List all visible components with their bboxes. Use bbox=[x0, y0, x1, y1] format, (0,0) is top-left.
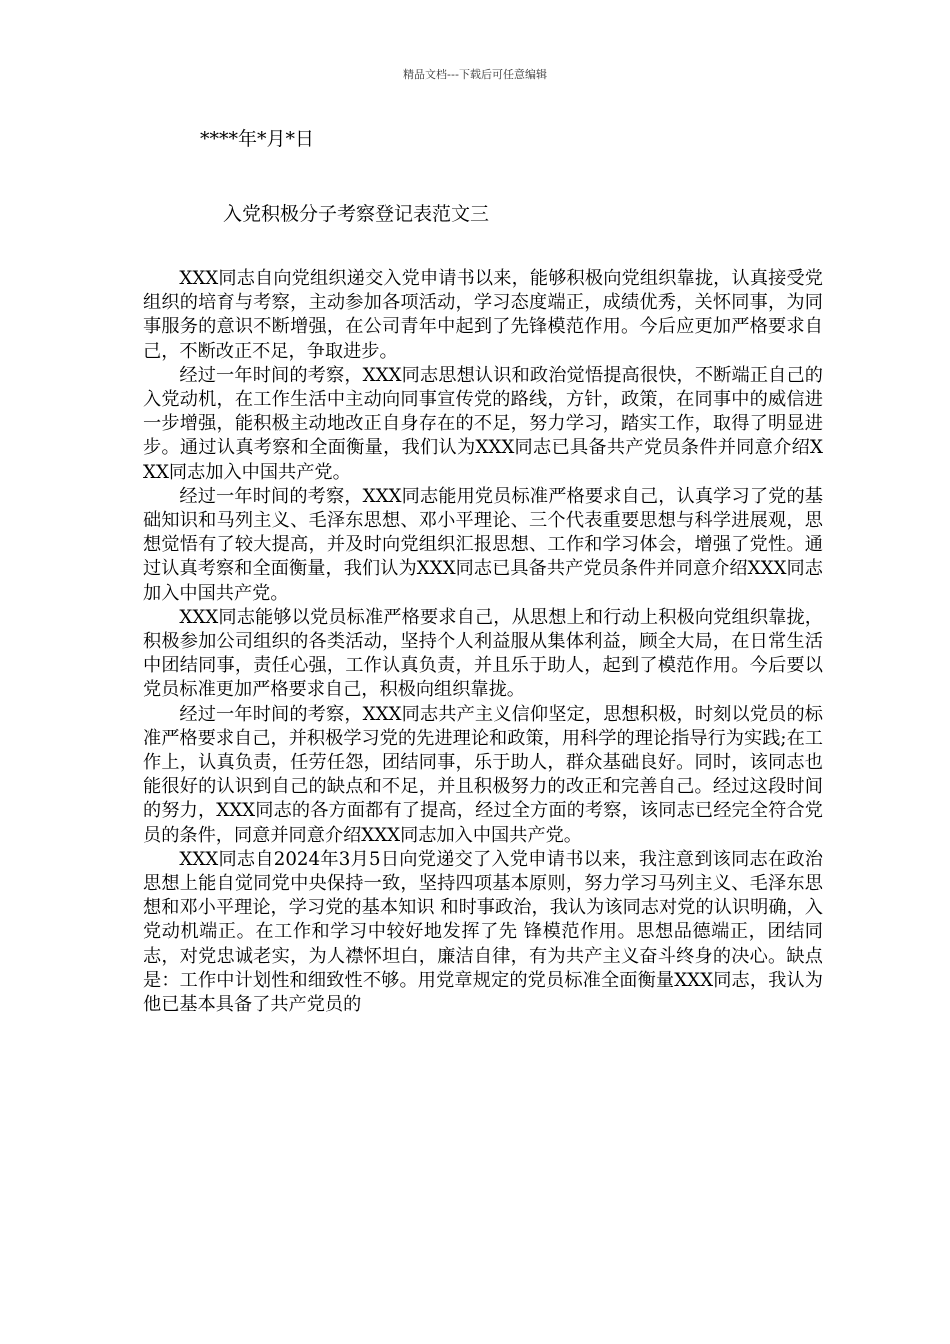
date-line: ****年*月*日 bbox=[200, 128, 315, 150]
document-body bbox=[143, 267, 823, 1017]
document-title: 入党积极分子考察登记表范文三 bbox=[223, 203, 490, 225]
paragraph: 经过一年时间的考察，XXX同志思想认识和政治觉悟提高很快，不断端正自己的入党动机，在工作生活中主动向同事宣传党的路线，方针，政策，在同事中的威信进一步增强，能积极主动地改正自身存在的不足，努力学习，踏实工作，取得了明显进步。通过认真考察和全面衡量，我们认为XXX同志已具备共产党员条件并同意介绍XXX同志加入中国共产党。 bbox=[143, 364, 823, 483]
paragraph: 经过一年时间的考察，XXX同志共产主义信仰坚定，思想积极，时刻以党员的标准严格要求自己，并积极学习党的先进理论和政策，用科学的理论指导行为实践;在工作上，认真负责，任劳任怨，团结同事，乐于助人，群众基础良好。同时，该同志也能很好的认识到自己的缺点和不足，并且积极努力的改正和完善自己。经过这段时间的努力，XXX同志的各方面都有了提高，经过全方面的考察，该同志已经完全符合党员的条件，同意并同意介绍XXX同志加入中国共产党。 bbox=[143, 703, 823, 846]
header-note: 精品文档---下载后可任意编辑 bbox=[403, 68, 547, 81]
paragraph: 经过一年时间的考察，XXX同志能用党员标准严格要求自己，认真学习了党的基础知识和马列主义、毛泽东思想、邓小平理论、三个代表重要思想与科学进展观，思想觉悟有了较大提高，并及时向党组织汇报思想、工作和学习体会，增强了党性。通过认真考察和全面衡量，我们认为XXX同志已具备共产党员条件并同意介绍XXX同志加入中国共产党。 bbox=[143, 485, 823, 604]
paragraph: XXX同志自向党组织递交入党申请书以来，能够积极向党组织靠拢，认真接受党组织的培育与考察，主动参加各项活动，学习态度端正，成绩优秀，关怀同事，为同事服务的意识不断增强，在公司青年中起到了先锋模范作用。今后应更加严格要求自己，不断改正不足，争取进步。 bbox=[143, 268, 823, 362]
paragraph: XXX同志自2024年3月5日向党递交了入党申请书以来，我注意到该同志在政治思想上能自觉同党中央保持一致，坚持四项基本原则，努力学习马列主义、毛泽东思想和邓小平理论，学习党的基本知识 和时事政治，我认为该同志对党的认识明确，入党动机端正。在工作和学习中较好地发挥了先 锋模范作用。思想品德端正，团结同志，对党忠诚老实，为人襟怀坦白，廉洁自律，有为共产主义奋斗终身的决心。缺点是：工作中计划性和细致性不够。用党章规定的党员标准全面衡量XXX同志，我认为他已基本具备了共产党员的 bbox=[143, 848, 823, 1016]
paragraph: XXX同志能够以党员标准严格要求自己，从思想上和行动上积极向党组织靠拢，积极参加公司组织的各类活动，坚持个人利益服从集体利益，顾全大局，在日常生活中团结同事，责任心强，工作认真负责，并且乐于助人，起到了模范作用。今后要以党员标准更加严格要求自己，积极向组织靠拢。 bbox=[143, 606, 823, 701]
